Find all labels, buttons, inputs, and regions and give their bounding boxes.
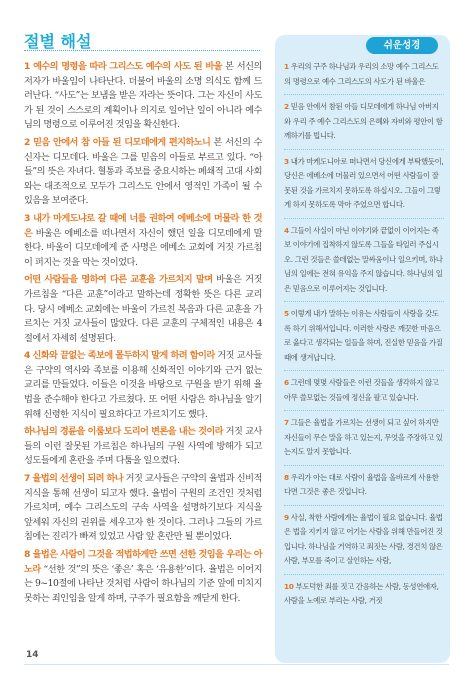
page-number: 14	[26, 650, 39, 660]
verse-text: 이렇게 내가 말하는 이유는 사람들이 사랑을 갖도록 하기 위해서입니다. 이러한 사랑은 깨끗한 마음으로 옳다고 생각되는 일들을 하며, 진실한 믿음을 가질 때에 생겨납니다.	[284, 309, 443, 362]
commentary-column	[24, 60, 262, 609]
verse-item	[284, 471, 444, 506]
verse-number: 1	[284, 62, 289, 71]
commentary-paragraph	[24, 472, 262, 545]
verse-number: 6	[284, 378, 289, 387]
commentary-text: 거짓 교사들은 구약의 율법과 신비적 지식을 통해 선생이 되고자 했다. 율법이 구원의 조건인 것처럼 가르치며, 예수 그리스도의 구속 사역을 설명하기보다 지식을 앞세워 자신의 권위를 세우고자 한 것이다. 그러나 그들의 가르침에는 진리가 빠져 있었고 사람 앞 혼란만 될 뿐이었다.	[24, 473, 262, 543]
easy-bible-verses	[284, 60, 444, 619]
commentary-text: 본 서신의 수신자는 디모데다. 바울은 그를 믿음의 아들로 부르고 있다. “아들”의 뜻은 자녀다. 혈통과 족보를 중요시하는 폐쇄적 고대 사회와는 대조적으로 모두가 그리스도 안에서 영적인 가족이 될 수 있음을 보여준다.	[24, 136, 262, 207]
verse-highlight: 3 내가 마게도냐로 갈 때에 너를 권하여 에베소에 머물라 한 것은	[24, 212, 262, 239]
commentary-paragraph	[24, 425, 262, 469]
verse-item	[284, 416, 444, 466]
verse-number: 5	[284, 309, 289, 318]
verse-highlight: 어떤 사람들을 명하여 다른 교훈을 가르치지 말며	[24, 274, 213, 286]
verse-item	[284, 60, 444, 95]
verse-text: 내가 마케도니아로 떠나면서 당신에게 부탁했듯이, 당신은 에베소에 머물러 있으면서 어떤 사람들이 잘못된 것을 가르치지 못하도록 하십시오. 그들이 그렇게 하지 못하도록 막아 주었으면 합니다.	[284, 156, 444, 209]
verse-item	[284, 155, 444, 219]
verse-number: 10	[284, 581, 294, 591]
verse-item	[284, 224, 444, 303]
commentary-paragraph	[24, 273, 262, 346]
verse-text: 우리가 아는 대로 사람이 율법을 올바르게 사용한다면 그것은 좋은 것입니다.	[284, 472, 439, 496]
verse-highlight: 4 신화와 끝없는 족보에 몰두하지 말게 하려 함이라	[24, 350, 215, 362]
verse-highlight: 7 율법의 선생이 되려 하나	[24, 473, 124, 485]
verse-number: 7	[284, 418, 289, 427]
verse-text: 그들은 율법을 가르치는 선생이 되고 싶어 하지만 자신들이 무슨 말을 하고 있는지, 무엇을 주장하고 있는지도 알지 못합니다.	[284, 418, 443, 456]
section-title: 절별 해설	[24, 32, 92, 51]
commentary-paragraph	[24, 212, 262, 270]
verse-number: 8	[284, 472, 289, 482]
verse-item	[284, 100, 444, 150]
verse-item	[284, 376, 444, 411]
commentary-text: 바울은 거짓 가르침을 “다른 교훈”이라고 말하는데 정확한 뜻은 다른 교리다. 당시 에베소 교회에는 바울이 가르친 복음과 다른 교훈을 가르치는 거짓 교사들이 많았다. 다른 교훈의 구체적인 내용은 4절에서 자세히 설명된다.	[24, 274, 262, 344]
verse-highlight: 하나님의 경륜을 이룸보다 도리어 변론을 내는 것이라	[24, 426, 223, 438]
verse-text: 그런데 몇몇 사람들은 이런 것들을 생각하지 않고 아무 쓸모없는 것들에 정신을 팔고 있습니다.	[284, 378, 439, 402]
verse-text: 믿음 안에서 참된 아들 디모데에게 하나님 아버지와 우리 주 예수 그리스도의 은혜와 자비와 평안이 함께하기를 빕니다.	[284, 102, 443, 140]
verse-text: 사실, 착한 사람에게는 율법이 필요 없습니다. 율법은 법을 지키지 않고 어기는 사람을 위해 만들어진 것입니다. 하나님을 거역하고 죄짓는 사람, 경건치 않은 사람, 부모를 죽이고 살인하는 사람,	[284, 512, 443, 565]
commentary-text: 본 서신의 저자가 바울임이 나타난다. 더불어 바울의 소명 의식도 함께 드러난다. “사도”는 보냄을 받은 자라는 뜻이다. 그는 자신이 사도가 된 것이 스스로의 계획이나 의지로 일어난 일이 아니라 예수님의 명령으로 이루어진 것임을 확신한다.	[24, 61, 262, 131]
verse-highlight: 1 예수의 명령을 따라 그리스도 예수의 사도 된 바울	[24, 61, 222, 72]
commentary-text: 거짓 교사들의 이런 잘못된 가르침은 하나님의 구원 사역에 방해가 되고 성도들에게 혼란을 주며 다툼을 일으켰다.	[24, 426, 262, 467]
verse-item	[284, 307, 444, 371]
verse-text: 우리의 구주 하나님과 우리의 소망 예수 그리스도의 명령으로 예수 그리스도의 사도가 된 바울은	[284, 62, 439, 86]
verse-text: 그들이 사실이 아닌 이야기와 끝없이 이어지는 족보 이야기에 집착하지 않도록 그들을 타일러 주십시오. 그런 것들은 쓸데없는 말싸움이나 일으키며, 하나님의 일에는 전혀 유익을 주지 않습니다. 하나님의 일은 믿음으로 이루어지는 것입니다.	[284, 225, 443, 293]
footer-divider	[24, 664, 449, 665]
easy-bible-tag: 쉬운성경	[366, 37, 438, 54]
commentary-paragraph	[24, 548, 262, 606]
commentary-paragraph	[24, 349, 262, 422]
verse-text: 부도덕한 죄를 짓고 간음하는 사람, 동성연애자, 사람을 노예로 부리는 사람, 거짓	[284, 581, 439, 605]
verse-number: 4	[284, 225, 289, 235]
title-divider	[24, 50, 260, 51]
verse-number: 2	[284, 102, 289, 111]
commentary-paragraph	[24, 60, 262, 133]
verse-highlight: 2 믿음 안에서 참 아들 된 디모데에게 편지하노니	[24, 136, 211, 148]
verse-number: 9	[284, 512, 289, 522]
commentary-text: “선한 것”의 뜻은 ‘좋은’ 혹은 ‘유용한’이다. 율법은 이어지는 9~10절에 나타난 것처럼 사람이 하나님의 기준 앞에 미치지 못하는 죄인임을 알게 하며, 구주가 필요함을 깨닫게 한다.	[24, 563, 262, 604]
verse-number: 3	[284, 156, 289, 166]
commentary-paragraph	[24, 136, 262, 209]
verse-item	[284, 511, 444, 575]
commentary-text: 바울은 에베소를 떠나면서 자신이 했던 일을 디모데에게 말한다. 바울이 디모데에게 준 사명은 에베소 교회에 거짓 가르침이 퍼지는 것을 막는 것이었다.	[24, 227, 262, 268]
verse-highlight: 8 율법은 사람이 그것을 적법하게만 쓰면 선한 것임을 우리는 아노라	[24, 549, 262, 575]
verse-item	[284, 580, 444, 614]
commentary-text: 거짓 교사들은 구약의 역사와 족보를 이용해 신화적인 이야기와 근거 없는 교리를 만들었다. 이들은 이것을 바탕으로 구원을 받기 위해 율법을 준수해야 한다고 가르쳤다. 또 어떤 사람은 하나님을 알기 위해 신령한 지식이 필요하다고 가르치기도 했다.	[24, 350, 262, 420]
